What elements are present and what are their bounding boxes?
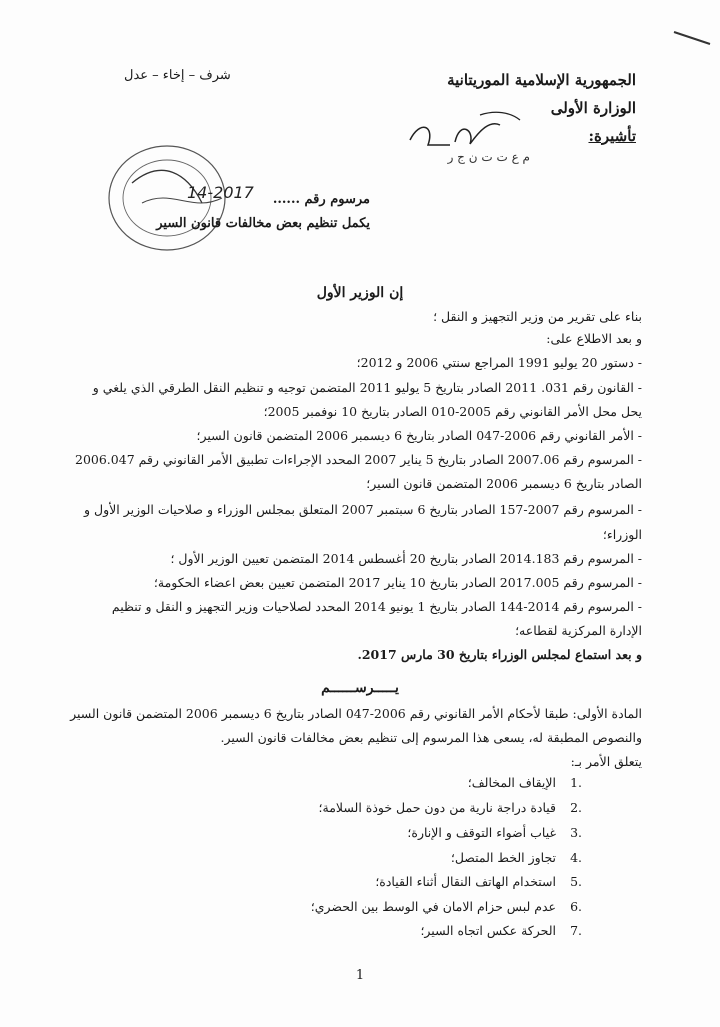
list-item: .4 تجاوز الخط المتصل؛ <box>450 850 582 865</box>
reference-line: - دستور 20 يوليو 1991 المراجع سنتي 2006 و 2012؛ <box>356 355 642 370</box>
list-item: .6 عدم لبس حزام الامان في الوسط بين الحضري؛ <box>310 899 582 914</box>
reference-line: - المرسوم رقم 2014.183 الصادر بتاريخ 20 أغسطس 2014 المتضمن تعيين الوزير الأول ؛ <box>170 551 642 566</box>
article-line: المادة الأولى: طبقا لأحكام الأمر القانوني رقم 2006-047 الصادر بتاريخ 6 ديسمبر 2006 المتضمن قانون السير <box>70 706 642 721</box>
article-line: والنصوص المطبقة له، يسعى هذا المرسوم إلى تنظيم بعض مخالفات قانون السير. <box>220 730 642 745</box>
page-number: 1 <box>355 968 365 983</box>
list-item: .5 استخدام الهاتف النقال أثناء القيادة؛ <box>375 874 582 889</box>
list-item: .1 الإيقاف المخالف؛ <box>467 775 582 790</box>
official-stamp-seal <box>92 128 262 258</box>
list-item: .3 غياب أضواء التوقف و الإنارة؛ <box>407 825 582 840</box>
reference-line: - المرسوم رقم 2007-157 الصادر بتاريخ 6 سبتمبر 2007 المتعلق بمجلس الوزراء و صلاحيات الوزير الأول و <box>84 502 642 517</box>
visa-label: تأشيرة: <box>588 127 636 145</box>
minister-heading: إن الوزير الأول <box>316 285 404 301</box>
offence-list <box>262 775 582 945</box>
reference-line: - المرسوم رقم 2007.06 الصادر بتاريخ 5 يناير 2007 المحدد الإجراءات تطبيق الأمر القانوني رقم 2006.047 <box>75 452 642 467</box>
reference-line: يحل محل الأمر القانوني رقم 2005-010 الصادر بتاريخ 10 نوفمبر 2005؛ <box>263 404 642 419</box>
preamble-block <box>57 305 642 665</box>
preamble-line: بناء على تقرير من وزير التجهيز و النقل ؛ <box>433 309 642 324</box>
reference-line: - المرسوم رقم 2014-144 الصادر بتاريخ 1 يونيو 2014 المحدد لصلاحيات وزير التجهيز و النقل و تنظيم <box>111 599 642 614</box>
article-line: يتعلق الأمر بـ: <box>570 754 642 769</box>
handwritten-date: 14-2017 <box>187 183 254 202</box>
list-item: .2 قيادة دراجة نارية من دون حمل خوذة السلامة؛ <box>318 800 582 815</box>
preamble-line: و بعد الاطلاع على: <box>546 331 642 346</box>
national-motto: شرف – إخاء – عدل <box>124 68 231 83</box>
council-line: و بعد استماع لمجلس الوزراء بتاريخ 30 مارس 2017. <box>357 647 642 662</box>
list-item: .7 الحركة عكس اتجاه السير؛ <box>420 923 582 938</box>
reference-line: الإدارة المركزية لقطاعه؛ <box>515 623 642 638</box>
reference-line: الصادر بتاريخ 6 ديسمبر 2006 المتضمن قانون السير؛ <box>366 476 642 491</box>
article-one <box>57 702 642 782</box>
republic-name: الجمهورية الإسلامية الموريتانية <box>447 71 636 89</box>
reference-line: - المرسوم رقم 2017.005 الصادر بتاريخ 10 يناير 2017 المتضمن تعيين بعض اعضاء الحكومة؛ <box>153 575 642 590</box>
ministry-name: الوزارة الأولى <box>550 99 636 117</box>
reference-line: الوزراء؛ <box>602 527 642 542</box>
scan-mark <box>672 28 712 48</box>
reference-line: - القانون رقم 031. 2011 الصادر بتاريخ 5 يوليو 2011 المتضمن توجيه و تنظيم النقل الطرقي الذي يلغي و <box>92 380 642 395</box>
decrees-heading: يـــــرســــــم <box>321 680 399 696</box>
reference-line: - الأمر القانوني رقم 2006-047 الصادر بتاريخ 6 ديسمبر 2006 المتضمن قانون السير؛ <box>196 428 642 443</box>
decree-subject: يكمل تنظيم بعض مخالفات قانون السير <box>156 216 370 231</box>
initials-line: م ع ت ت ن ج ر <box>447 150 530 164</box>
decree-number-label: مرسوم رقم ...... <box>272 192 370 207</box>
